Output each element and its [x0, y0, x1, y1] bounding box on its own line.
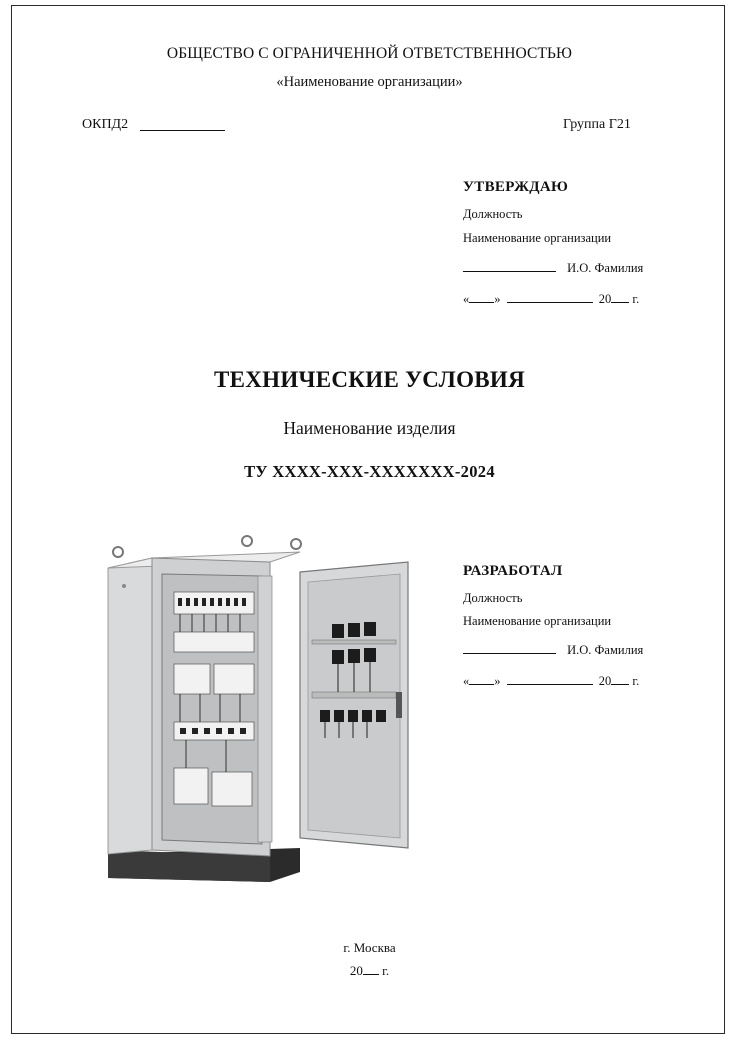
developed-organization: Наименование организации — [463, 614, 612, 628]
year-line — [611, 291, 629, 303]
okpd-blank-line — [140, 130, 225, 131]
footer-year-row — [0, 963, 739, 979]
approval-date-row — [463, 291, 639, 307]
signature-line — [463, 260, 556, 272]
year-prefix: 20 — [598, 292, 612, 306]
organization-type: ОБЩЕСТВО С ОГРАНИЧЕННОЙ ОТВЕТСТВЕННОСТЬЮ — [166, 45, 573, 62]
city: г. Москва — [343, 940, 396, 955]
signature-line — [463, 642, 556, 654]
month-line — [507, 291, 593, 303]
year-suffix: г. — [382, 963, 390, 978]
approval-name: И.О. Фамилия — [567, 261, 644, 275]
month-line — [507, 673, 593, 685]
year-suffix: г. — [632, 674, 640, 688]
developed-title: РАЗРАБОТАЛ — [463, 563, 563, 579]
year-prefix: 20 — [349, 963, 363, 978]
year-suffix: г. — [632, 292, 640, 306]
group-code: Группа Г21 — [563, 117, 631, 132]
quote-open: « — [463, 292, 470, 306]
year-line — [363, 963, 379, 975]
electrical-cabinet-photo — [100, 532, 412, 884]
developed-block — [463, 563, 663, 688]
organization-name: «Наименование организации» — [276, 74, 463, 90]
approval-position: Должность — [463, 207, 523, 221]
day-line — [469, 673, 494, 685]
product-name: Наименование изделия — [283, 418, 456, 438]
okpd-label: ОКПД2 — [82, 117, 129, 132]
approval-block — [463, 179, 663, 306]
developed-signature-row — [463, 642, 643, 658]
developed-date-row — [463, 673, 639, 689]
quote-close: » — [494, 292, 501, 306]
developed-position: Должность — [463, 591, 523, 605]
document-code: ТУ XXXX-XXX-XXXXXXX-2024 — [244, 462, 495, 481]
quote-close: » — [494, 674, 501, 688]
approval-organization: Наименование организации — [463, 231, 612, 245]
quote-open: « — [463, 674, 470, 688]
developed-name: И.О. Фамилия — [567, 643, 644, 657]
document-title: ТЕХНИЧЕСКИЕ УСЛОВИЯ — [213, 367, 526, 392]
approval-title: УТВЕРЖДАЮ — [463, 179, 569, 195]
year-line — [611, 673, 629, 685]
day-line — [469, 291, 494, 303]
year-prefix: 20 — [598, 674, 612, 688]
approval-signature-row — [463, 260, 643, 276]
